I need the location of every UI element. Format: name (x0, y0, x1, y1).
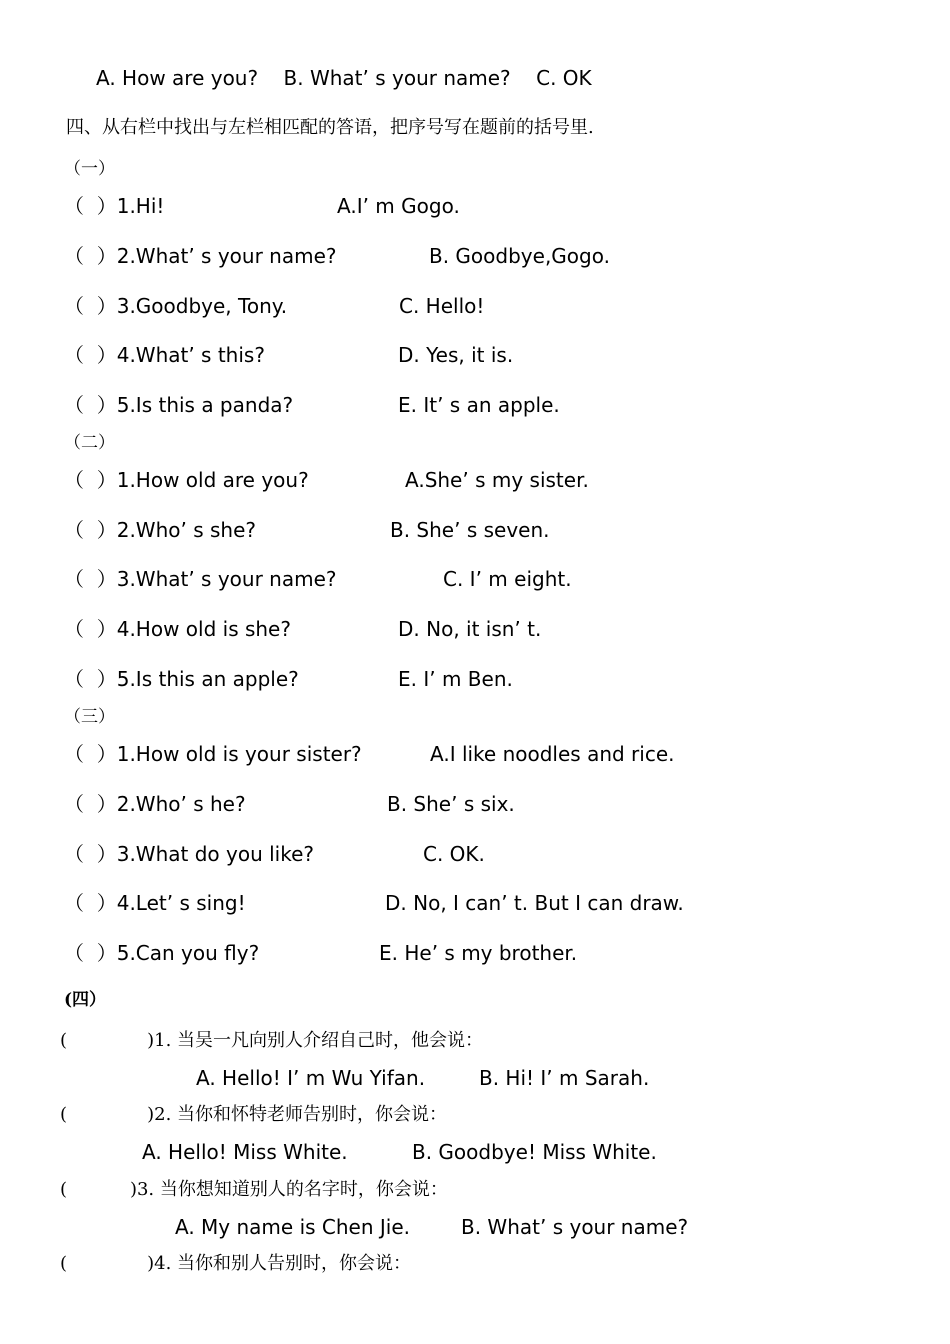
answer-option: A.I like noodles and rice. (430, 742, 675, 766)
question-row: （ ）5.Is this a panda? (64, 393, 294, 417)
scenario-question: ( )1. 当吴一凡向别人介绍自己时，他会说： (60, 1030, 484, 1051)
part-heading-2: （二） (64, 433, 115, 453)
answer-option: D. No, it isn’ t. (398, 617, 542, 641)
question-row: （ ）4.What’ s this? (64, 343, 265, 367)
choice-b: B. What’ s your name? (461, 1215, 689, 1239)
answer-option: A.I’ m Gogo. (337, 194, 460, 218)
choice-a: A. My name is Chen Jie. (175, 1215, 410, 1239)
prev-question-options: A. How are you? B. What’ s your name? C. OK (96, 66, 592, 90)
question-row: （ ）5.Can you fly? (64, 941, 260, 965)
answer-option: B. She’ s seven. (390, 518, 550, 542)
part-heading-1: （一） (64, 159, 115, 179)
question-row: （ ）1.How old is your sister? (64, 742, 362, 766)
question-row: （ ）3.What’ s your name? (64, 567, 337, 591)
choice-a: A. Hello! I’ m Wu Yifan. (196, 1066, 426, 1090)
question-row: （ ）5.Is this an apple? (64, 667, 299, 691)
choice-a: A. Hello! Miss White. (142, 1140, 348, 1164)
question-row: （ ）2.Who’ s he? (64, 792, 246, 816)
question-row: （ ）3.What do you like? (64, 842, 314, 866)
answer-option: D. Yes, it is. (398, 343, 514, 367)
answer-option: D. No, I can’ t. But I can draw. (385, 891, 684, 915)
answer-option: C. I’ m eight. (443, 567, 572, 591)
answer-option: A.She’ s my sister. (405, 468, 589, 492)
answer-option: B. She’ s six. (387, 792, 515, 816)
scenario-question: ( )3. 当你想知道别人的名字时，你会说： (60, 1179, 448, 1200)
part-heading-4: (四） (64, 990, 107, 1010)
question-row: （ ）2.What’ s your name? (64, 244, 337, 268)
question-row: （ ）1.Hi! (64, 194, 165, 218)
scenario-question: ( )4. 当你和别人告别时，你会说： (60, 1253, 412, 1274)
choice-b: B. Hi! I’ m Sarah. (479, 1066, 650, 1090)
question-row: （ ）4.How old is she? (64, 617, 291, 641)
question-row: （ ）2.Who’ s she? (64, 518, 256, 542)
answer-option: C. Hello! (399, 294, 485, 318)
answer-option: C. OK. (423, 842, 485, 866)
answer-option: B. Goodbye,Gogo. (429, 244, 610, 268)
answer-option: E. It’ s an apple. (398, 393, 560, 417)
scenario-question: ( )2. 当你和怀特老师告别时，你会说： (60, 1104, 448, 1125)
part-heading-3: （三） (64, 707, 115, 727)
answer-option: E. He’ s my brother. (379, 941, 578, 965)
section-instruction: 四、从右栏中找出与左栏相匹配的答语，把序号写在题前的括号里. (66, 117, 594, 138)
question-row: （ ）1.How old are you? (64, 468, 309, 492)
answer-option: E. I’ m Ben. (398, 667, 513, 691)
choice-b: B. Goodbye! Miss White. (412, 1140, 657, 1164)
question-row: （ ）4.Let’ s sing! (64, 891, 246, 915)
question-row: （ ）3.Goodbye, Tony. (64, 294, 288, 318)
